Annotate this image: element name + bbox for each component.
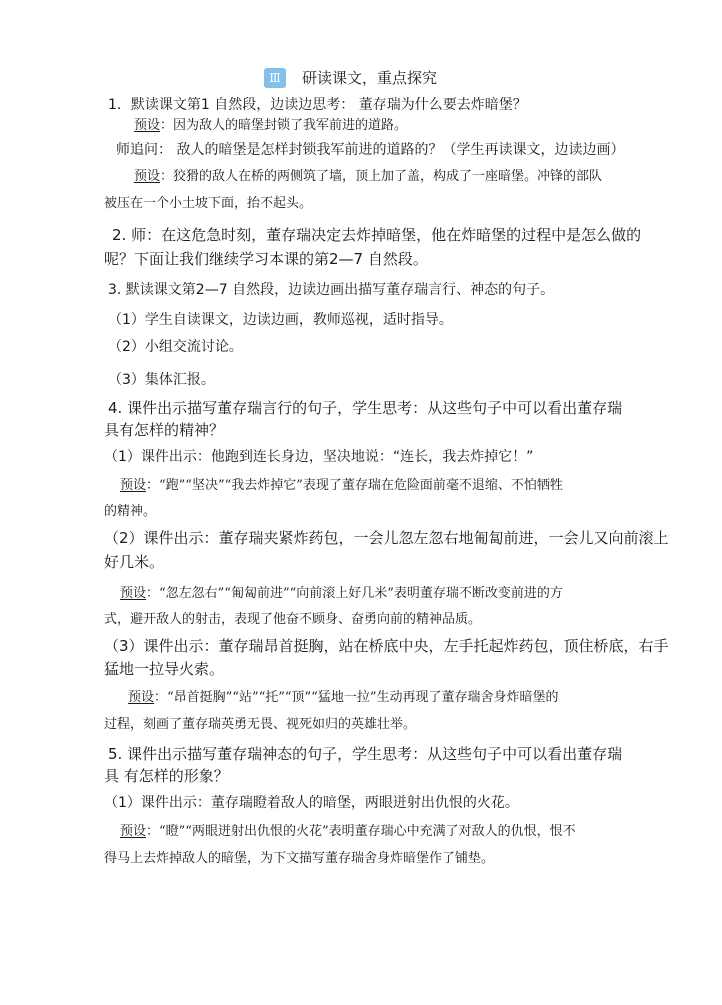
q1-preset2-line2: 被压在一个小土坡下面，抬不起头。 <box>104 196 313 211</box>
preset-label: 预设 <box>134 118 161 133</box>
q3-step1: （1）学生自读课文，边读边画，教师巡视，适时指导。 <box>108 312 453 328</box>
q4-item2-line1: （2）课件出示：董存瑞夹紧炸药包，一会儿忽左忽右地匍匐前进，一会儿又向前滚上 <box>104 529 669 547</box>
preset-text: ：因为敌人的暗堡封锁了我军前进的道路。 <box>160 118 408 133</box>
q4-item2-preset-line2: 式，避开敌人的射击，表现了他奋不顾身、奋勇向前的精神品质。 <box>104 612 482 627</box>
q5-item1-preset-line2: 得马上去炸掉敌人的暗堡，为下文描写董存瑞舍身炸暗堡作了铺垫。 <box>104 851 495 866</box>
q4-line2: 具有怎样的精神？ <box>104 421 225 439</box>
q1-followup: 师追问： 敌人的暗堡是怎样封锁我军前进的道路的？（学生再读课文，边读边画） <box>116 142 625 158</box>
q4-item1: （1）课件出示：他跑到连长身边，坚决地说：“连长，我去炸掉它！” <box>104 449 534 465</box>
q5-item1-preset-line1 <box>120 822 576 842</box>
q4-item3-line1: （3）课件出示：董存瑞昂首挺胸，站在桥底中央，左手托起炸药包，顶住桥底，右手 <box>104 637 669 655</box>
preset-text: ：“跑”“坚决”“我去炸掉它”表现了董存瑞在危险面前毫不退缩、不怕牺牲 <box>146 478 563 493</box>
preset-text: ：“瞪”“两眼迸射出仇恨的火花”表明董存瑞心中充满了对敌人的仇恨，恨不 <box>146 824 576 839</box>
q2-line2: 呢？下面让我们继续学习本课的第2—7 自然段。 <box>104 250 428 268</box>
section-title: 研读课文，重点探究 <box>302 69 438 87</box>
preset-label: 预设 <box>120 586 147 601</box>
preset-text: ：“昂首挺胸”“站”“托”“顶”“猛地一拉”生动再现了董存瑞舍身炸暗堡的 <box>154 690 559 705</box>
preset-label: 预设 <box>120 478 147 493</box>
preset-text: ：“忽左忽右”“匍匐前进”“向前滚上好几米”表明董存瑞不断改变前进的方 <box>146 586 563 601</box>
section-number-badge: Ⅲ <box>264 68 286 88</box>
q4-item3-line2: 猛地一拉导火索。 <box>104 660 225 678</box>
q1-prompt: 1．默读课文第1 自然段，边读边思考： 董存瑞为什么要去炸暗堡？ <box>108 97 527 113</box>
q5-item1: （1）课件出示：董存瑞瞪着敌人的暗堡，两眼迸射出仇恨的火花。 <box>104 795 519 811</box>
q4-item2-line2: 好几米。 <box>104 553 165 571</box>
preset-label: 预设 <box>134 169 161 184</box>
q1-preset2-line1 <box>134 167 602 187</box>
q4-item1-preset-line1 <box>120 476 563 496</box>
q4-item2-preset-line1 <box>120 584 563 604</box>
preset-text: ：狡猾的敌人在桥的两侧筑了墙，顶上加了盖，构成了一座暗堡。冲锋的部队 <box>160 169 603 184</box>
q2-line1: 2. 师：在这危急时刻，董存瑞决定去炸掉暗堡，他在炸暗堡的过程中是怎么做的 <box>112 226 642 244</box>
q3-step2: （2）小组交流讨论。 <box>108 339 243 355</box>
q5-line2: 具 有怎样的形象？ <box>104 767 229 785</box>
q4-item3-preset-line1 <box>128 688 558 708</box>
q3-step3: （3）集体汇报。 <box>108 372 215 388</box>
q4-line1: 4. 课件出示描写董存瑞言行的句子，学生思考：从这些句子中可以看出董存瑞 <box>108 399 623 417</box>
q4-item1-preset-line2: 的精神。 <box>104 504 157 519</box>
q4-item3-preset-line2: 过程，刻画了董存瑞英勇无畏、视死如归的英雄壮举。 <box>104 717 417 732</box>
q3-prompt: 3. 默读课文第2—7 自然段，边读边画出描写董存瑞言行、神态的句子。 <box>108 282 555 298</box>
preset-label: 预设 <box>128 690 155 705</box>
preset-label: 预设 <box>120 824 147 839</box>
q1-preset <box>134 116 407 136</box>
q5-line1: 5. 课件出示描写董存瑞神态的句子，学生思考：从这些句子中可以看出董存瑞 <box>108 745 623 763</box>
